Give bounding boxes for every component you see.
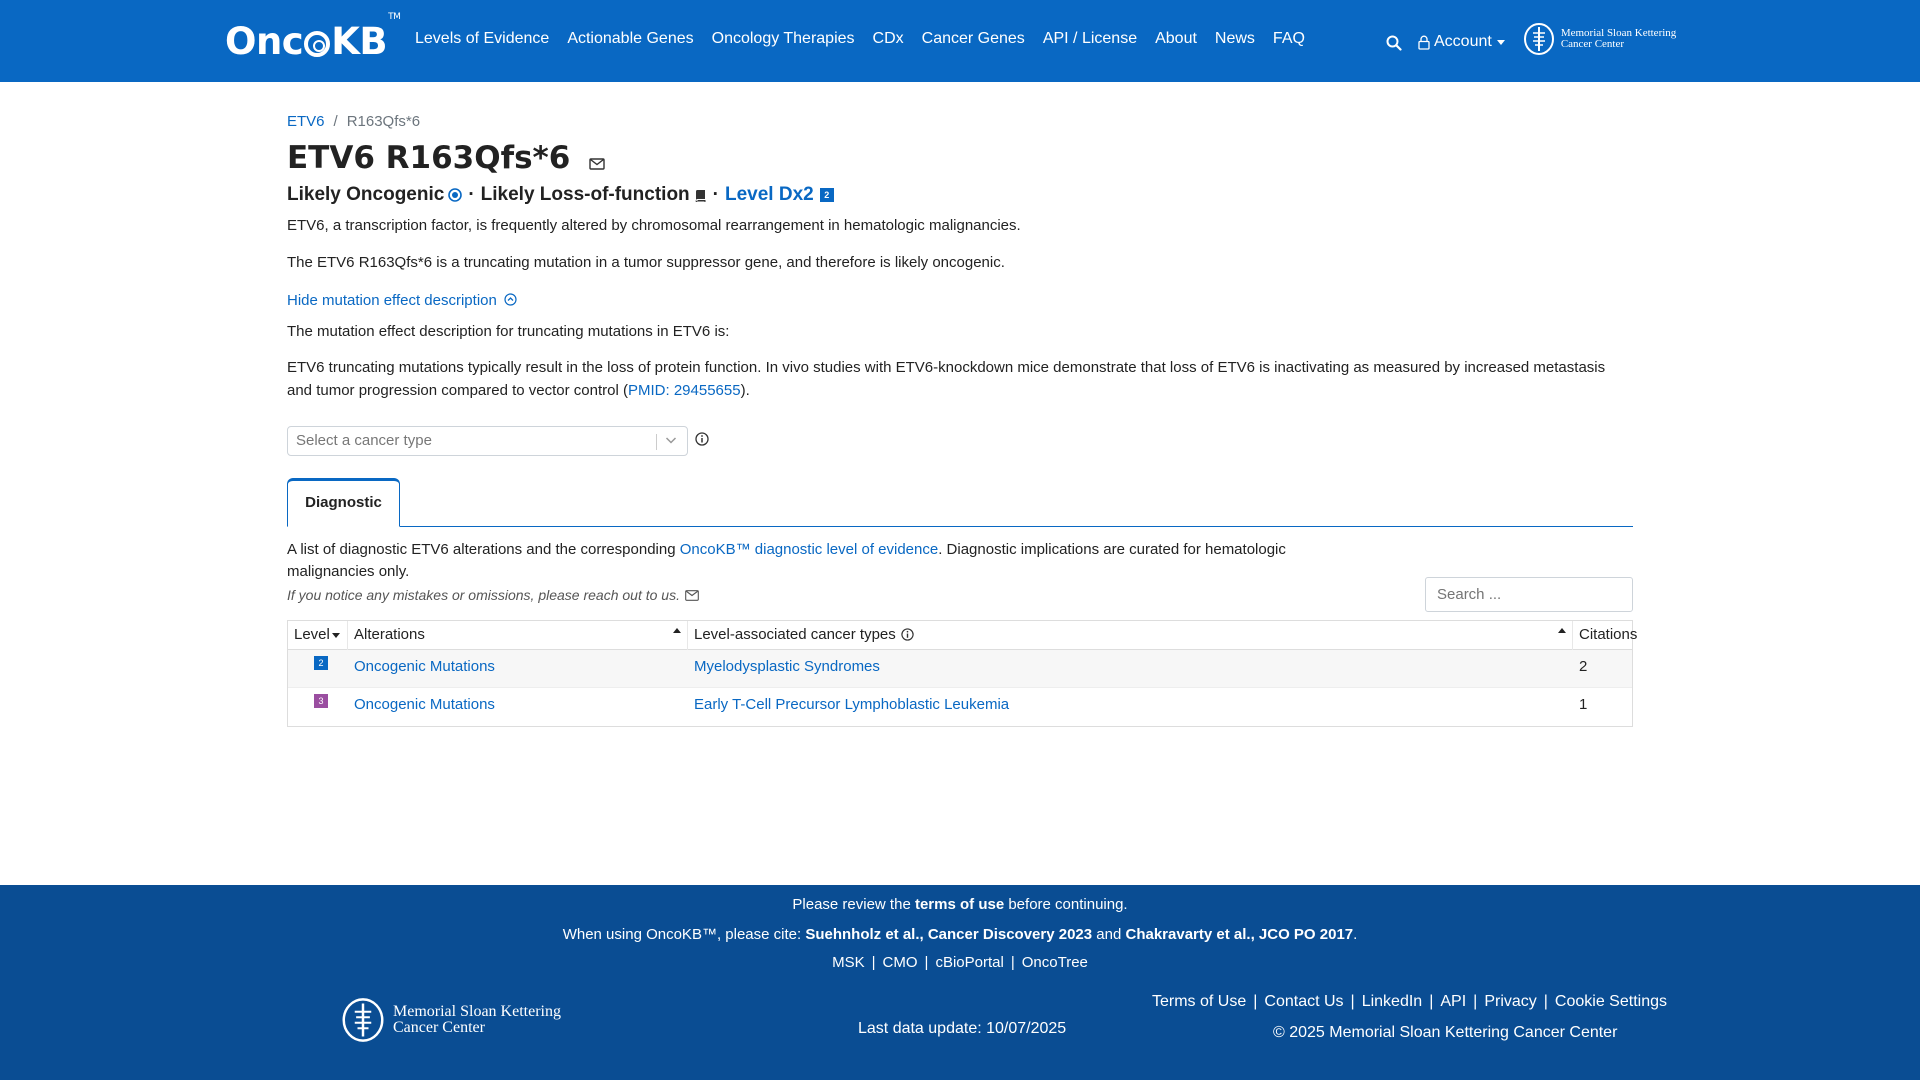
column-header-citations[interactable]: Citations [1579, 626, 1638, 643]
terms-of-use-link[interactable]: terms of use [914, 896, 1005, 913]
column-header-level[interactable] [288, 621, 348, 650]
mutation-effect-end: ). [740, 382, 750, 399]
logo-ring-icon [304, 31, 330, 57]
mutation-effect-intro: The mutation effect description for truncating mutations in ETV6 is: [287, 323, 730, 340]
nav-about[interactable]: About [1155, 30, 1197, 47]
column-header-label: Alterations [354, 626, 425, 643]
nav-levels-of-evidence[interactable]: Levels of Evidence [415, 30, 550, 47]
last-data-update: Last data update: 10/07/2025 [858, 1020, 1067, 1037]
table-row [288, 650, 1632, 688]
cancer-type-cell [688, 650, 880, 688]
terms-notice [0, 896, 1920, 913]
account-label: Account [1434, 33, 1492, 50]
level-badge[interactable]: 3 [314, 694, 328, 708]
logo-tm: TM [388, 11, 401, 22]
top-navbar [0, 0, 1920, 82]
page-title [287, 140, 605, 178]
breadcrumb-current: R163Qfs*6 [346, 113, 421, 130]
cancer-type-link[interactable]: Myelodysplastic Syndromes [694, 658, 880, 675]
alteration-link[interactable]: Oncogenic Mutations [354, 696, 495, 713]
chevron-down-icon [664, 433, 678, 447]
oncokb-logo[interactable]: Onc KB™ [225, 11, 401, 63]
level-badge[interactable]: 2 [314, 656, 328, 670]
feedback-note-text: If you notice any mistakes or omissions, please reach out to us. [287, 587, 680, 603]
pmid-link[interactable]: PMID: 29455655 [628, 382, 741, 399]
citation-end: . [1353, 926, 1358, 943]
msk-header-line2: Cancer Center [1560, 38, 1625, 50]
footer-link-oncotree[interactable]: OncoTree [1021, 954, 1088, 971]
account-menu[interactable] [1418, 33, 1505, 51]
citation-start: When using OncoKB™, please cite: [562, 926, 806, 943]
nav-cdx[interactable]: CDx [872, 30, 904, 47]
breadcrumb-separator: / [333, 113, 338, 130]
msk-header-logo[interactable] [1523, 22, 1676, 56]
chevron-up-circle-icon [504, 293, 517, 306]
nav-news[interactable]: News [1214, 30, 1255, 47]
tab-bar [287, 478, 1633, 527]
nav-actionable-genes[interactable]: Actionable Genes [567, 30, 694, 47]
cancer-type-link[interactable]: Early T-Cell Precursor Lymphoblastic Leukemia [694, 696, 1010, 713]
toggle-label: Hide mutation effect description [287, 292, 497, 309]
terms-notice-start: Please review the [792, 896, 915, 913]
msk-header-line1: Memorial Sloan Kettering [1560, 27, 1677, 39]
cancer-type-select[interactable] [287, 426, 688, 456]
main-nav [415, 30, 1323, 48]
copyright: © 2025 Memorial Sloan Kettering Cancer Center [1273, 1024, 1618, 1041]
footer-site-links: Terms of Use | Contact Us | LinkedIn | API | Privacy | Cookie Settings [1152, 993, 1667, 1010]
level-badge: 2 [820, 188, 834, 202]
diagnostic-table [287, 620, 1638, 727]
msk-emblem-icon [341, 995, 385, 1045]
chevron-down-icon [1497, 40, 1505, 45]
column-header-cancer-types[interactable] [688, 621, 1573, 650]
sort-asc-icon [673, 628, 681, 633]
nav-cancer-genes[interactable]: Cancer Genes [921, 30, 1025, 47]
footer-link-cbioportal[interactable]: cBioPortal [935, 954, 1004, 971]
citation-link-2[interactable]: Chakravarty et al., JCO PO 2017 [1125, 926, 1354, 943]
footer [0, 885, 1920, 1080]
footer-link-linkedin[interactable]: LinkedIn [1361, 993, 1423, 1010]
level-cell [302, 688, 348, 726]
diagnostic-level-link[interactable]: OncoKB™ diagnostic level of evidence [679, 541, 939, 558]
variant-summary: The ETV6 R163Qfs*6 is a truncating mutation in a tumor suppressor gene, and therefore is likely oncogenic. [287, 254, 1005, 271]
oncogenic-target-icon[interactable] [448, 188, 462, 202]
citations-cell[interactable]: 2 [1579, 658, 1588, 675]
nav-api-license[interactable]: API / License [1042, 30, 1138, 47]
hide-mutation-effect-link[interactable] [287, 292, 517, 309]
footer-link-api[interactable]: API [1440, 993, 1467, 1010]
footer-link-terms[interactable]: Terms of Use [1152, 993, 1247, 1010]
alteration-cell [348, 650, 495, 688]
mutation-effect-label: Likely Loss-of-function [480, 184, 690, 205]
citation-link-1[interactable]: Suehnholz et al., Cancer Discovery 2023 [805, 926, 1093, 943]
lock-icon [1418, 35, 1430, 50]
info-icon[interactable] [695, 432, 709, 446]
mutation-effect-description [287, 356, 1633, 402]
footer-partner-links: MSK | CMO | cBioPortal | OncoTree [832, 954, 1088, 971]
nav-oncology-therapies[interactable]: Oncology Therapies [711, 30, 855, 47]
tab-diagnostic[interactable]: Diagnostic [287, 478, 400, 527]
table-row [288, 688, 1632, 726]
feedback-note [287, 587, 699, 603]
column-header-label: Level-associated cancer types [694, 626, 896, 643]
diagnostic-desc-end: . Diagnostic implications are curated for hematologic malignancies only. [287, 541, 1286, 580]
separator-dot: · [468, 184, 475, 205]
oncogenicity-label: Likely Oncogenic [287, 184, 445, 205]
envelope-icon[interactable] [589, 142, 605, 178]
level-cell [302, 650, 348, 688]
envelope-icon[interactable] [685, 590, 699, 601]
breadcrumb [287, 113, 420, 130]
mutation-effect-text: ETV6 truncating mutations typically result in the loss of protein function. In vivo studies with ETV6-knockdown mice demonstrate that loss of ETV6 is inactivating as measured by increased metastasis and tumor progression compared to vector control ( [287, 359, 1606, 399]
breadcrumb-gene-link[interactable]: ETV6 [287, 113, 325, 130]
column-header-alterations[interactable] [348, 621, 688, 650]
footer-link-msk[interactable]: MSK [832, 954, 865, 971]
citation-and: and [1092, 926, 1126, 943]
select-divider [656, 434, 657, 450]
footer-link-privacy[interactable]: Privacy [1484, 993, 1537, 1010]
level-link[interactable]: Level Dx2 [724, 184, 814, 205]
gene-summary: ETV6, a transcription factor, is frequently altered by chromosomal rearrangement in hematologic malignancies. [287, 217, 1021, 234]
separator-dot: · [712, 184, 719, 205]
alteration-link[interactable]: Oncogenic Mutations [354, 658, 495, 675]
search-icon[interactable] [1386, 35, 1402, 51]
msk-footer-line2: Cancer Center [393, 1019, 485, 1036]
column-header-label: Level [294, 626, 330, 643]
diagnostic-desc-start: A list of diagnostic ETV6 alterations and the corresponding [287, 541, 680, 558]
footer-link-contact[interactable]: Contact Us [1264, 993, 1344, 1010]
cancer-type-cell [688, 688, 1009, 726]
msk-emblem-icon [1523, 22, 1555, 56]
diagnostic-description [287, 539, 1347, 583]
table-header [288, 621, 1638, 650]
variant-annotation-line [287, 184, 834, 206]
terms-notice-end: before continuing. [1004, 896, 1128, 913]
alteration-cell [348, 688, 495, 726]
sort-asc-icon [1558, 628, 1566, 633]
msk-footer-line1: Memorial Sloan Kettering [393, 1003, 561, 1020]
page-title-text: ETV6 R163Qfs*6 [287, 140, 571, 176]
msk-footer-logo[interactable] [341, 995, 561, 1045]
footer-link-cmo[interactable]: CMO [882, 954, 918, 971]
cancer-type-placeholder: Select a cancer type [296, 432, 432, 449]
citation-notice [0, 926, 1920, 943]
book-icon[interactable] [694, 189, 707, 202]
sort-desc-icon [332, 633, 340, 638]
footer-link-cookie-settings[interactable]: Cookie Settings [1554, 993, 1667, 1010]
citations-cell[interactable]: 1 [1579, 696, 1588, 713]
nav-faq[interactable]: FAQ [1272, 30, 1305, 47]
info-icon[interactable] [901, 628, 914, 641]
table-search-input[interactable] [1425, 577, 1633, 612]
